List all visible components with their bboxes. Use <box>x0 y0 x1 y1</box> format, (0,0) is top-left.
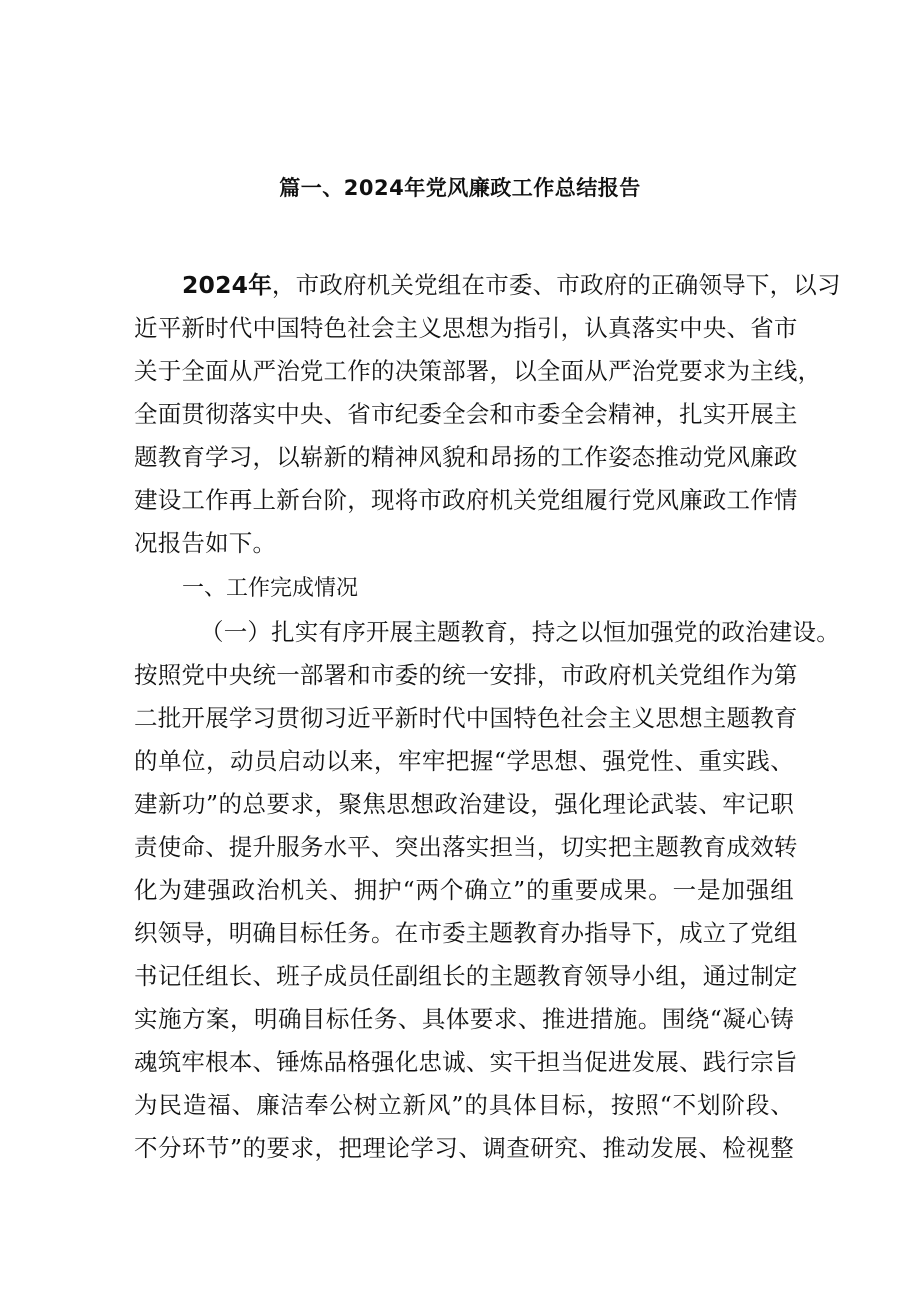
subsection-line-12: 为民造福、廉洁奉公树立新风”的具体目标，按照“不划阶段、 <box>134 1091 794 1119</box>
intro-year-lead: 2024年 <box>182 271 272 299</box>
subsection-line-9: 书记任组长、班子成员任副组长的主题教育领导小组，通过制定 <box>134 962 798 990</box>
document-title: 篇一、2024年党风廉政工作总结报告 <box>279 176 641 200</box>
intro-line-1-text: ，市政府机关党组在市委、市政府的正确领导下，以习 <box>271 271 841 299</box>
subsection-line-3: 二批开展学习贯彻习近平新时代中国特色社会主义思想主题教育 <box>134 704 798 732</box>
subsection-line-11: 魂筑牢根本、锤炼品格强化忠诚、实干担当促进发展、践行宗旨 <box>134 1048 798 1076</box>
subsection-line-4: 的单位，动员启动以来，牢牢把握“学思想、强党性、重实践、 <box>134 747 794 775</box>
intro-line-4: 全面贯彻落实中央、省市纪委全会和市委全会精神，扎实开展主 <box>134 400 798 428</box>
intro-line-2: 近平新时代中国特色社会主义思想为指引，认真落实中央、省市 <box>134 314 798 342</box>
subsection-line-2: 按照党中央统一部署和市委的统一安排，市政府机关党组作为第 <box>134 661 798 689</box>
subsection-line-1: （一）扎实有序开展主题教育，持之以恒加强党的政治建设。 <box>200 618 840 646</box>
subsection-line-13: 不分环节”的要求，把理论学习、调查研究、推动发展、检视整 <box>134 1134 794 1162</box>
section-heading: 一、工作完成情况 <box>182 576 359 601</box>
subsection-line-6: 责使命、提升服务水平、突出落实担当，切实把主题教育成效转 <box>134 833 798 861</box>
intro-line-5: 题教育学习，以崭新的精神风貌和昂扬的工作姿态推动党风廉政 <box>134 443 798 471</box>
intro-line-1 <box>182 270 841 300</box>
subsection-line-5: 建新功”的总要求，聚焦思想政治建设，强化理论武装、牢记职 <box>134 790 794 818</box>
intro-line-7: 况报告如下。 <box>134 529 277 557</box>
subsection-line-10: 实施方案，明确目标任务、具体要求、推进措施。围绕“凝心铸 <box>134 1005 794 1033</box>
subsection-line-7: 化为建强政治机关、拥护“两个确立”的重要成果。一是加强组 <box>134 876 794 904</box>
intro-line-3: 关于全面从严治党工作的决策部署，以全面从严治党要求为主线， <box>134 357 822 385</box>
intro-line-6: 建设工作再上新台阶，现将市政府机关党组履行党风廉政工作情 <box>134 486 798 514</box>
subsection-line-8: 织领导，明确目标任务。在市委主题教育办指导下，成立了党组 <box>134 919 798 947</box>
